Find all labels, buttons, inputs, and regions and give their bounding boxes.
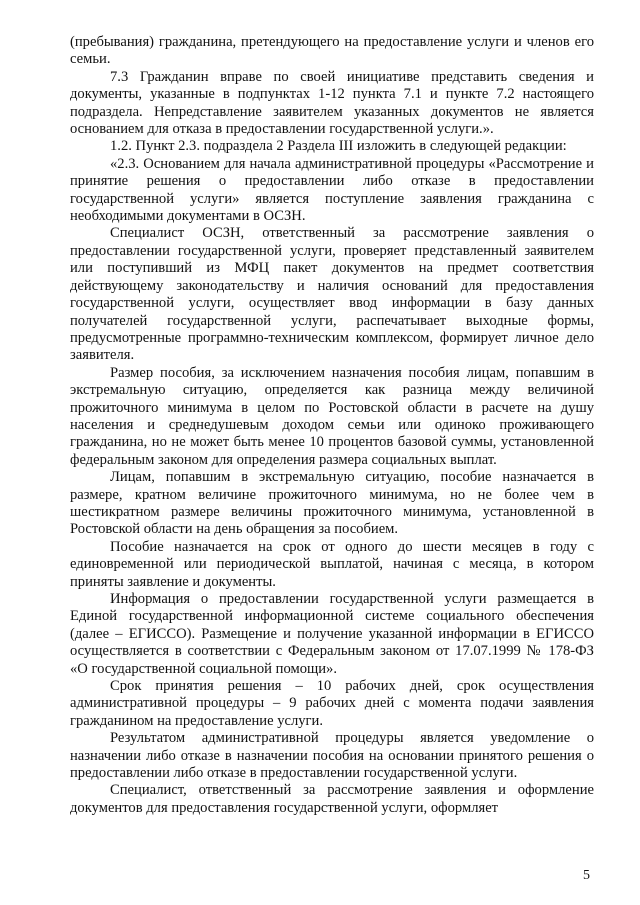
- paragraph-egisso: Информация о предоставлении государственной услуги размещается в Единой государственной информационной системе социального обеспечения (далее – ЕГИССО). Размещение и получение указанной информации в ЕГИССО осуществляется в соответствии с Федеральным законом от 17.07.1999 № 178-ФЗ «О государственной социальной помощи».: [70, 591, 594, 677]
- paragraph-extreme-situation: Лицам, попавшим в экстремальную ситуацию, пособие назначается в размере, кратном величине прожиточного минимума, но не более чем в шестикратном размере величины прожиточного минимума, установленной в Ростовской области на день обращения за пособием.: [70, 469, 594, 538]
- paragraph-specialist-formalizes: Специалист, ответственный за рассмотрение заявления и оформление документов для предоставления государственной услуги, оформляет: [70, 782, 594, 816]
- paragraph-1-2-amendment: 1.2. Пункт 2.3. подраздела 2 Раздела III изложить в следующей редакции:: [110, 138, 567, 155]
- document-body: [70, 34, 594, 817]
- paragraph-2-3: «2.3. Основанием для начала административной процедуры «Рассмотрение и принятие решения о предоставлении либо отказе в предоставлении государственной услуги» является поступление заявления гражданина с необходимыми документами в ОСЗН.: [70, 155, 594, 225]
- paragraph-benefit-amount: Размер пособия, за исключением назначения пособия лицам, попавшим в экстремальную ситуацию, определяется как разница между величиной прожиточного минимума в целом по Ростовской области в расчете на душу населения и среднедушевым доходом семьи или одиноко проживающего гражданина, но не может быть менее 10 процентов базовой суммы, установленной федеральным законом для определения размера социальных выплат.: [70, 364, 594, 468]
- paragraph-procedure-result: Результатом административной процедуры является уведомление о назначении либо отказе в назначении пособия на основании принятого решения о предоставлении либо отказе в предоставлении государственной услуги.: [70, 730, 594, 782]
- paragraph-specialist-oszn: Специалист ОСЗН, ответственный за рассмотрение заявления о предоставлении государственной услуги, проверяет представленный заявителем или поступивший из МФЦ пакет документов на предмет соответствия действующему законодательству и наличия оснований для предоставления государственной услуги, осуществляет ввод информации в базу данных получателей государственной услуги, распечатывает выходные формы, предусмотренные программно-техническим комплексом, формирует личное дело заявителя.: [70, 225, 594, 364]
- paragraph-7-3: 7.3 Гражданин вправе по своей инициативе представить сведения и документы, указанные в подпунктах 1-12 пункта 7.1 и пункте 7.2 настоящего подраздела. Непредставление заявителем указанных документов не является основанием для отказа в предоставлении государственной услуги.».: [70, 68, 594, 138]
- paragraph-benefit-term: Пособие назначается на срок от одного до шести месяцев в году с единовременной или периодической выплатой, начиная с месяца, в котором приняты заявление и документы.: [70, 538, 594, 590]
- page-number: 5: [583, 868, 590, 883]
- paragraph-decision-term: Срок принятия решения – 10 рабочих дней, срок осуществления административной процедуры – 9 рабочих дней с момента подачи заявления гражданином на предоставление услуги.: [70, 678, 594, 729]
- paragraph-continuation: (пребывания) гражданина, претендующего на предоставление услуги и членов его семьи.: [70, 34, 594, 68]
